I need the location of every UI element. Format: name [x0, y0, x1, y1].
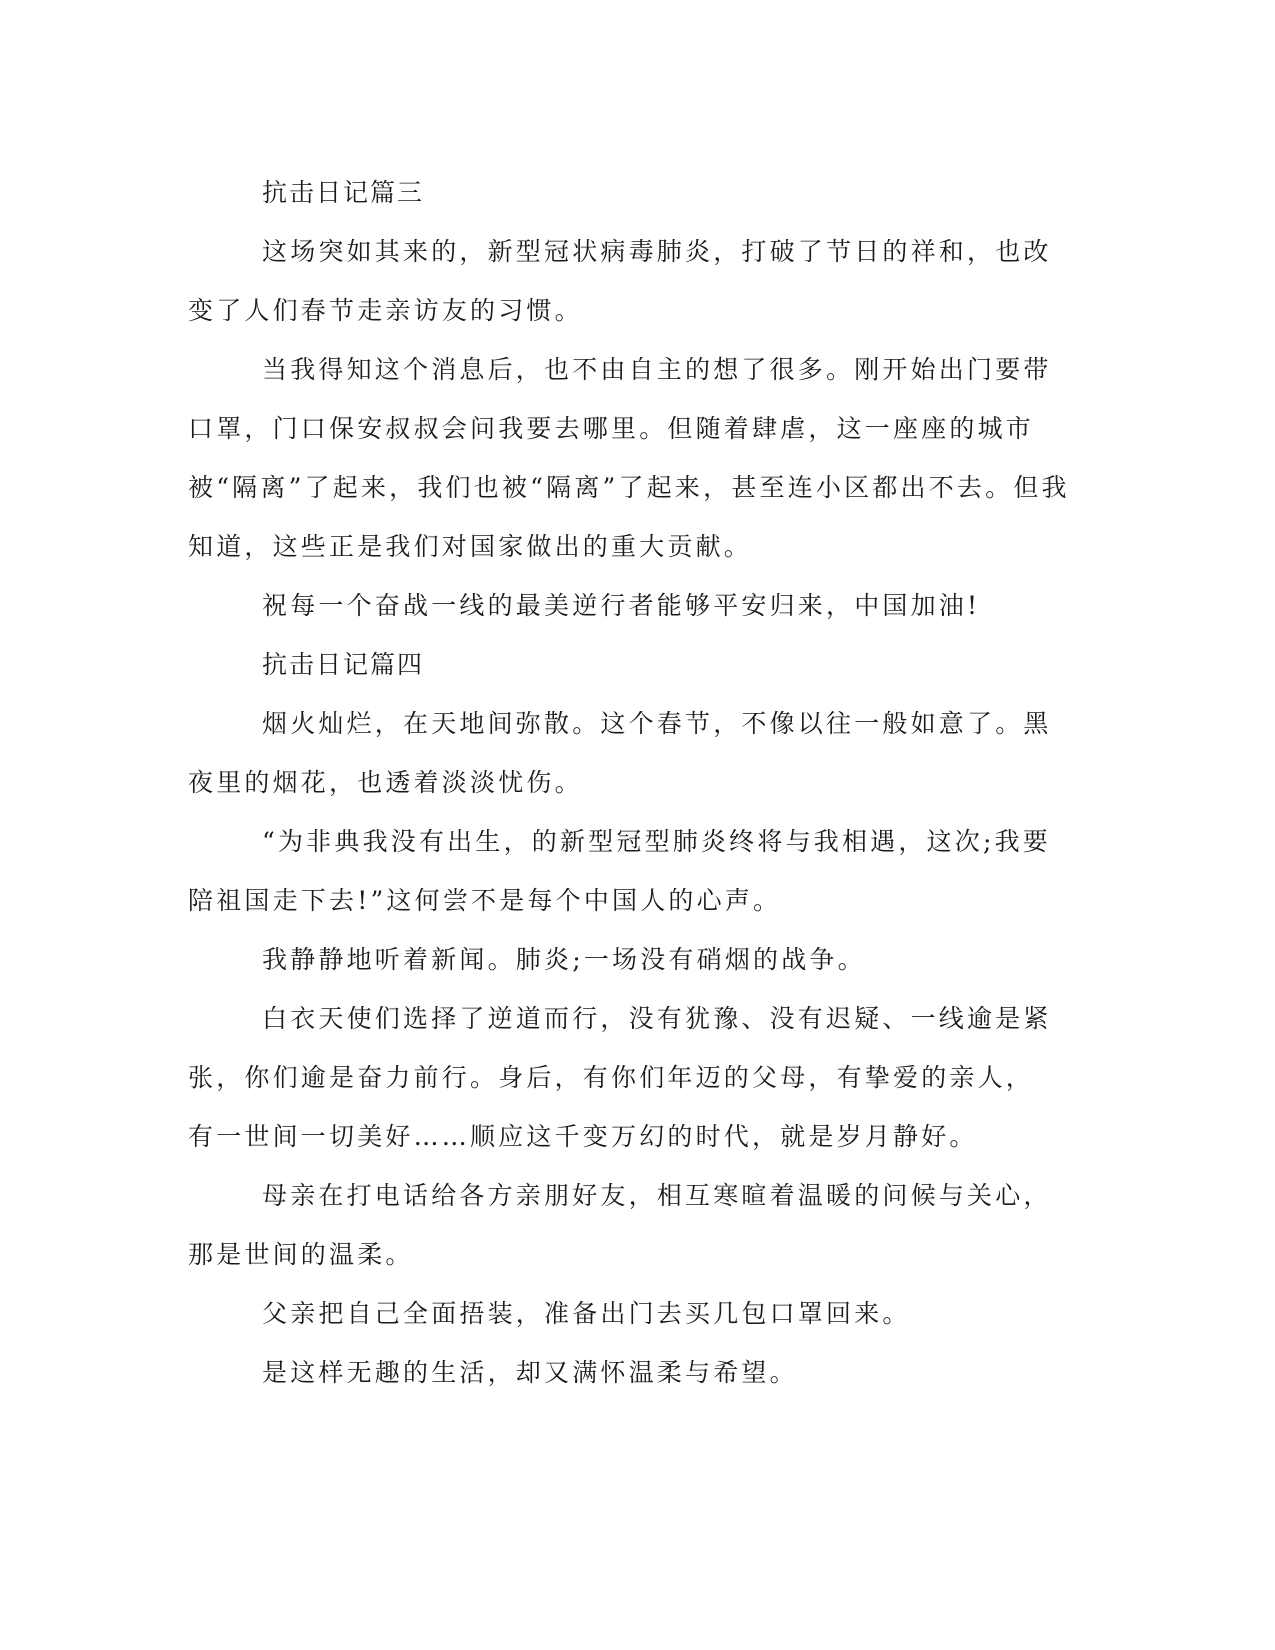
paragraph-line: 祝每一个奋战一线的最美逆行者能够平安归来，中国加油!	[262, 591, 981, 620]
paragraph-line: 烟火灿烂，在天地间弥散。这个春节，不像以往一般如意了。黑	[262, 709, 1052, 738]
paragraph-line: 被“隔离”了起来，我们也被“隔离”了起来，甚至连小区都出不去。但我	[188, 473, 1070, 502]
paragraph-line: 我静静地听着新闻。肺炎;一场没有硝烟的战争。	[262, 945, 866, 974]
paragraph-line: 知道，这些正是我们对国家做出的重大贡献。	[188, 532, 753, 561]
paragraph-line: 白衣天使们选择了逆道而行，没有犹豫、没有迟疑、一线逾是紧	[262, 1004, 1052, 1033]
paragraph-line: 夜里的烟花，也透着淡淡忧伤。	[188, 768, 583, 797]
paragraph-line: 母亲在打电话给各方亲朋好友，相互寒暄着温暖的问候与关心，	[262, 1181, 1052, 1210]
paragraph-line: 口罩，门口保安叔叔会问我要去哪里。但随着肆虐，这一座座的城市	[188, 414, 1035, 443]
paragraph-line: 当我得知这个消息后，也不由自主的想了很多。刚开始出门要带	[262, 355, 1052, 384]
paragraph-line: 是这样无趣的生活，却又满怀温柔与希望。	[262, 1358, 798, 1387]
paragraph-line: 有一世间一切美好……顺应这千变万幻的时代，就是岁月静好。	[188, 1122, 978, 1151]
paragraph-line: “为非典我没有出生，的新型冠型肺炎终将与我相遇，这次;我要	[262, 827, 1052, 856]
paragraph-line: 变了人们春节走亲访友的习惯。	[188, 296, 583, 325]
section-heading: 抗击日记篇四	[262, 650, 425, 679]
paragraph-line: 张，你们逾是奋力前行。身后，有你们年迈的父母，有挚爱的亲人，	[188, 1063, 1035, 1092]
section-heading: 抗击日记篇三	[262, 178, 425, 207]
document-body	[188, 163, 1068, 1402]
paragraph-line: 陪祖国走下去!”这何尝不是每个中国人的心声。	[188, 886, 782, 915]
paragraph-line: 这场突如其来的，新型冠状病毒肺炎，打破了节日的祥和，也改	[262, 237, 1052, 266]
paragraph-line: 父亲把自己全面捂装，准备出门去买几包口罩回来。	[262, 1299, 911, 1328]
paragraph-line: 那是世间的温柔。	[188, 1240, 414, 1269]
